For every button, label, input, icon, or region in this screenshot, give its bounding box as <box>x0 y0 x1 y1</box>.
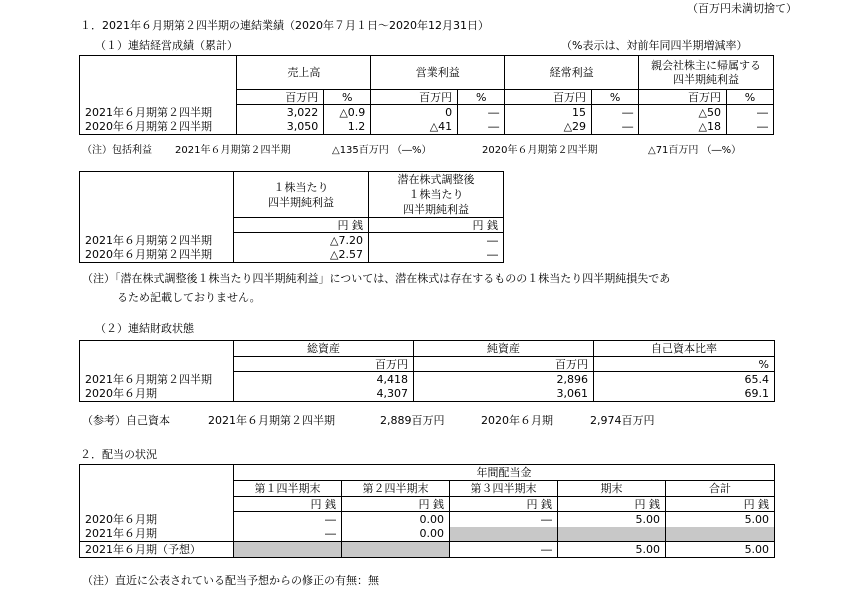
table-row <box>80 527 775 542</box>
value-cell: △7.20 <box>234 233 369 248</box>
header-annual-dividend: 年間配当金 <box>234 465 775 481</box>
unit-cell: 百万円 <box>237 90 324 105</box>
table-row <box>80 233 504 248</box>
header-q1: 第１四半期末 <box>234 481 342 497</box>
value-cell: △2.57 <box>234 248 369 263</box>
table-row <box>80 512 775 527</box>
comprehensive-note-p1-label: 2021年６月期第２四半期 <box>175 145 291 156</box>
row-label: 2021年６月期第２四半期 <box>80 372 234 387</box>
table-row <box>80 120 774 135</box>
shaded-cell <box>558 527 666 542</box>
row-label: 2020年６月期 <box>80 512 234 527</box>
eps-corner <box>80 172 234 218</box>
row-label: 2021年６月期第２四半期 <box>80 233 234 248</box>
unit-cell: 円 銭 <box>342 497 450 512</box>
value-cell: 5.00 <box>666 512 775 527</box>
value-cell: 2,896 <box>414 372 594 387</box>
section1-title: １．2021年６月期第２四半期の連結業績（2020年７月１日～2020年12月31日） <box>80 19 489 32</box>
comprehensive-note-p1-value: △135百万円 （―%） <box>332 145 432 156</box>
dividend-note: （注）直近に公表されている配当予想からの修正の有無：無 <box>82 574 379 587</box>
results-table <box>79 55 774 135</box>
value-cell: 3,050 <box>237 120 324 135</box>
eps-note-line1: （注）「潜在株式調整後１株当たり四半期純利益」については、潜在株式は存在するものの１株当たり四半期純損失であ <box>82 272 671 285</box>
header-net-income-line2: 四半期純利益 <box>673 72 740 86</box>
value-cell: ― <box>726 120 773 135</box>
header-eps-line1: １株当たり <box>273 180 329 194</box>
header-equity-ratio: 自己資本比率 <box>594 341 775 357</box>
dividend-corner <box>80 465 234 497</box>
eps-table <box>79 171 504 263</box>
row-label: 2020年６月期 <box>80 387 234 402</box>
header-diluted-eps <box>369 172 504 218</box>
dividend-table <box>79 464 775 558</box>
header-eps <box>234 172 369 218</box>
value-cell: 15 <box>505 105 592 120</box>
row-label: 2020年６月期第２四半期 <box>80 248 234 263</box>
header-net-assets: 純資産 <box>414 341 594 357</box>
header-net-income <box>639 56 774 90</box>
header-sales: 売上高 <box>237 56 371 90</box>
value-cell: 4,307 <box>234 387 414 402</box>
unit-cell: % <box>594 357 775 372</box>
value-cell: △50 <box>639 105 727 120</box>
unit-cell: 百万円 <box>639 90 727 105</box>
value-cell: ― <box>592 120 639 135</box>
value-cell: 3,061 <box>414 387 594 402</box>
value-cell: 5.00 <box>558 512 666 527</box>
equity-note-p1-label: 2021年６月期第２四半期 <box>208 414 335 427</box>
table-row <box>80 387 775 402</box>
sub2-title: （２）連結財政状態 <box>95 322 194 335</box>
header-diluted-eps-line3: 四半期純利益 <box>403 203 469 216</box>
equity-note-p2-label: 2020年６月期 <box>481 414 553 427</box>
value-cell: ― <box>369 248 504 263</box>
unit-cell: % <box>592 90 639 105</box>
unit-cell: 円 銭 <box>558 497 666 512</box>
unit-cell: 円 銭 <box>234 497 342 512</box>
comprehensive-note-p2-label: 2020年６月期第２四半期 <box>482 145 598 156</box>
value-cell: ― <box>726 105 773 120</box>
sub1-title: （１）連結経営成績（累計） <box>95 39 238 52</box>
header-operating-income: 営業利益 <box>371 56 505 90</box>
value-cell: 5.00 <box>558 542 666 558</box>
header-total: 合計 <box>666 481 775 497</box>
shaded-cell <box>450 527 558 542</box>
unit-cell: 円 銭 <box>369 218 504 233</box>
header-year-end: 期末 <box>558 481 666 497</box>
row-label: 2021年６月期（予想） <box>80 542 234 558</box>
value-cell: ― <box>369 233 504 248</box>
value-cell: 1.2 <box>324 120 371 135</box>
value-cell: 4,418 <box>234 372 414 387</box>
table-row <box>80 105 774 120</box>
header-q3: 第３四半期末 <box>450 481 558 497</box>
unit-cell: 百万円 <box>505 90 592 105</box>
unit-cell: 円 銭 <box>450 497 558 512</box>
value-cell: ― <box>458 120 505 135</box>
header-net-income-line1: 親会社株主に帰属する <box>651 58 762 72</box>
table-row <box>80 372 775 387</box>
comprehensive-note-p2-value: △71百万円 （―%） <box>648 145 742 156</box>
unit-cell: % <box>324 90 371 105</box>
value-cell: ― <box>450 512 558 527</box>
value-cell: △0.9 <box>324 105 371 120</box>
value-cell: 3,022 <box>237 105 324 120</box>
unit-cell: 円 銭 <box>234 218 369 233</box>
value-cell: ― <box>234 527 342 542</box>
financial-corner <box>80 341 234 357</box>
unit-note: （百万円未満切捨て） <box>687 2 797 15</box>
value-cell: 0.00 <box>342 512 450 527</box>
equity-note-prefix: （参考）自己資本 <box>82 414 170 427</box>
value-cell: ― <box>592 105 639 120</box>
value-cell: 69.1 <box>594 387 775 402</box>
table-row <box>80 542 775 558</box>
value-cell: 5.00 <box>666 542 775 558</box>
row-label: 2020年６月期第２四半期 <box>80 120 237 135</box>
header-total-assets: 総資産 <box>234 341 414 357</box>
value-cell: ― <box>450 542 558 558</box>
header-eps-line2: 四半期純利益 <box>268 195 334 209</box>
value-cell: △29 <box>505 120 592 135</box>
value-cell: 0.00 <box>342 527 450 542</box>
value-cell: 65.4 <box>594 372 775 387</box>
comprehensive-note-prefix: （注）包括利益 <box>82 145 152 156</box>
value-cell: 0 <box>371 105 458 120</box>
row-label: 2021年６月期第２四半期 <box>80 105 237 120</box>
header-diluted-eps-line2: １株当たり <box>408 188 464 201</box>
value-cell: △18 <box>639 120 727 135</box>
unit-cell: 円 銭 <box>666 497 775 512</box>
unit-cell: % <box>458 90 505 105</box>
row-label: 2021年６月期 <box>80 527 234 542</box>
header-ordinary-income: 経常利益 <box>505 56 639 90</box>
header-q2: 第２四半期末 <box>342 481 450 497</box>
unit-cell: % <box>726 90 773 105</box>
unit-cell: 百万円 <box>234 357 414 372</box>
shaded-cell <box>666 527 775 542</box>
results-corner <box>80 56 237 90</box>
equity-note-p1-value: 2,889百万円 <box>380 414 445 427</box>
value-cell: ― <box>234 512 342 527</box>
equity-note-p2-value: 2,974百万円 <box>590 414 655 427</box>
unit-cell: 百万円 <box>371 90 458 105</box>
header-diluted-eps-line1: 潜在株式調整後 <box>397 173 475 186</box>
value-cell: △41 <box>371 120 458 135</box>
sub1-note: （%表示は、対前年同四半期増減率） <box>561 39 748 52</box>
value-cell: ― <box>458 105 505 120</box>
eps-note-line2: るため記載しておりません。 <box>117 291 261 304</box>
section2-title: ２．配当の状況 <box>80 448 157 461</box>
shaded-cell <box>342 542 450 558</box>
table-row <box>80 248 504 263</box>
unit-cell: 百万円 <box>414 357 594 372</box>
financial-table <box>79 340 775 402</box>
shaded-cell <box>234 542 342 558</box>
